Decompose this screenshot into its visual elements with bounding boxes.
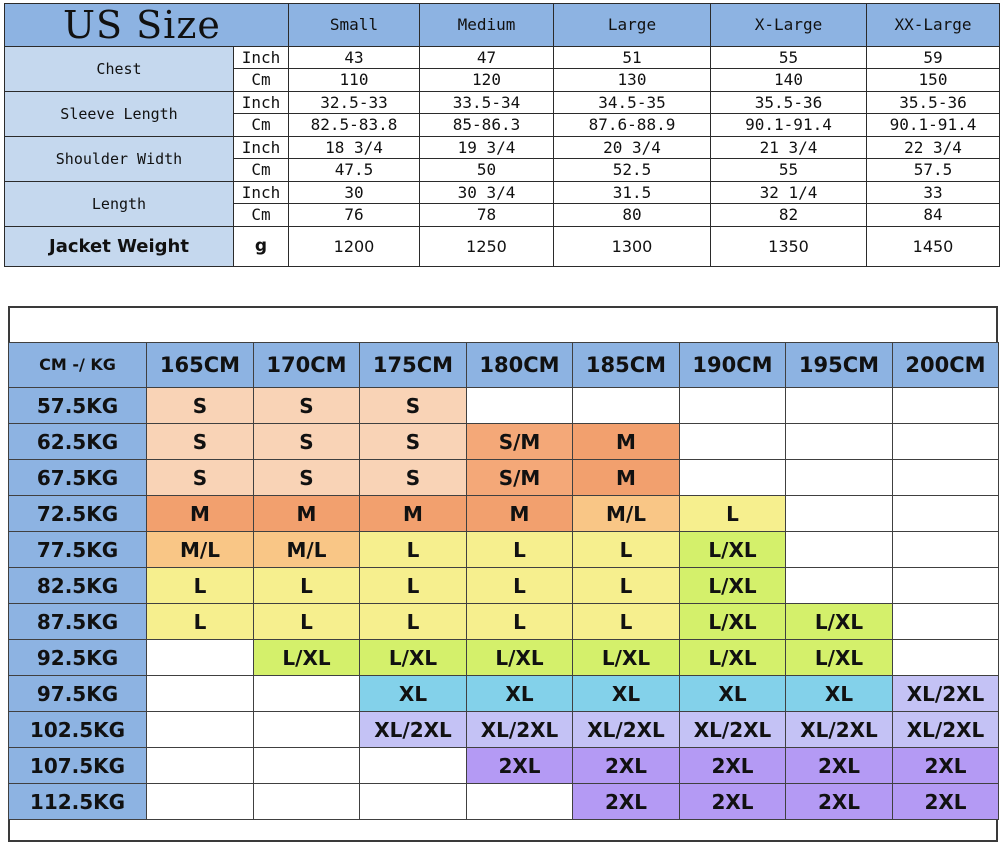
height-header: 190CM — [680, 343, 786, 388]
size-recommendation-cell — [893, 568, 999, 604]
measurement-label: Sleeve Length — [5, 92, 234, 137]
size-recommendation-cell — [786, 388, 893, 424]
measurement-value: 84 — [867, 204, 1000, 227]
weight-label: 102.5KG — [9, 712, 147, 748]
size-recommendation-cell: 2XL — [786, 748, 893, 784]
measurement-value: 87.6-88.9 — [554, 114, 711, 137]
size-recommendation-cell: XL — [360, 676, 467, 712]
size-recommendation-cell: L — [254, 604, 360, 640]
size-header-large: Large — [554, 4, 711, 47]
size-header-xx-large: XX-Large — [867, 4, 1000, 47]
unit-label: g — [234, 227, 289, 267]
measurement-value: 30 3/4 — [420, 182, 554, 204]
size-recommendation-cell: L/XL — [360, 640, 467, 676]
size-recommendation-cell — [147, 748, 254, 784]
measurement-value: 33.5-34 — [420, 92, 554, 114]
measurement-value: 85-86.3 — [420, 114, 554, 137]
chart-row — [9, 676, 999, 712]
size-recommendation-cell: L — [573, 604, 680, 640]
size-recommendation-cell: M — [573, 424, 680, 460]
measurement-value: 33 — [867, 182, 1000, 204]
size-recommendation-cell — [680, 424, 786, 460]
jacket-weight-value: 1350 — [711, 227, 867, 267]
size-recommendation-cell: XL/2XL — [360, 712, 467, 748]
height-header: 170CM — [254, 343, 360, 388]
weight-label: 72.5KG — [9, 496, 147, 532]
size-recommendation-cell: 2XL — [467, 748, 573, 784]
measurement-value: 80 — [554, 204, 711, 227]
size-recommendation-cell: 2XL — [573, 784, 680, 820]
height-header: 200CM — [893, 343, 999, 388]
chart-row — [9, 532, 999, 568]
unit-label: Inch — [234, 137, 289, 159]
size-recommendation-cell: M/L — [254, 532, 360, 568]
unit-label: Inch — [234, 47, 289, 69]
size-table-row — [5, 47, 1000, 69]
size-recommendation-cell: L — [147, 568, 254, 604]
measurement-value: 76 — [289, 204, 420, 227]
size-recommendation-cell — [147, 784, 254, 820]
measurement-value: 140 — [711, 69, 867, 92]
size-table-row — [5, 92, 1000, 114]
size-recommendation-cell: XL/2XL — [680, 712, 786, 748]
size-recommendation-cell — [786, 424, 893, 460]
size-recommendation-cell: S — [147, 424, 254, 460]
size-recommendation-cell: M — [360, 496, 467, 532]
measurement-value: 78 — [420, 204, 554, 227]
size-recommendation-cell: L — [360, 532, 467, 568]
size-recommendation-cell: M/L — [147, 532, 254, 568]
size-recommendation-cell: S — [254, 460, 360, 496]
size-recommendation-cell: 2XL — [573, 748, 680, 784]
size-recommendation-cell: L — [467, 532, 573, 568]
size-recommendation-cell: S — [360, 460, 467, 496]
size-recommendation-cell — [467, 784, 573, 820]
measurement-value: 82 — [711, 204, 867, 227]
measurement-value: 22 3/4 — [867, 137, 1000, 159]
measurement-value: 21 3/4 — [711, 137, 867, 159]
measurement-value: 35.5-36 — [867, 92, 1000, 114]
measurement-value: 35.5-36 — [711, 92, 867, 114]
weight-label: 107.5KG — [9, 748, 147, 784]
size-recommendation-cell: L — [680, 496, 786, 532]
chart-row — [9, 784, 999, 820]
size-recommendation-cell: L/XL — [254, 640, 360, 676]
measurement-value: 51 — [554, 47, 711, 69]
size-recommendation-cell — [254, 748, 360, 784]
height-header: 175CM — [360, 343, 467, 388]
height-header: 165CM — [147, 343, 254, 388]
height-header: 195CM — [786, 343, 893, 388]
size-recommendation-cell: M/L — [573, 496, 680, 532]
chart-row — [9, 424, 999, 460]
size-recommendation-cell — [893, 388, 999, 424]
size-recommendation-cell: L/XL — [786, 640, 893, 676]
size-recommendation-cell — [893, 496, 999, 532]
size-recommendation-cell: L — [254, 568, 360, 604]
size-recommendation-cell: M — [573, 460, 680, 496]
size-recommendation-cell: XL/2XL — [467, 712, 573, 748]
size-recommendation-cell: S — [360, 388, 467, 424]
measurement-value: 20 3/4 — [554, 137, 711, 159]
size-recommendation-cell: L/XL — [680, 532, 786, 568]
size-recommendation-cell: L — [467, 568, 573, 604]
measurement-value: 90.1-91.4 — [711, 114, 867, 137]
size-recommendation-cell: XL — [573, 676, 680, 712]
size-recommendation-cell: 2XL — [893, 748, 999, 784]
size-recommendation-cell — [680, 388, 786, 424]
size-recommendation-cell — [360, 784, 467, 820]
measurement-value: 31.5 — [554, 182, 711, 204]
weight-label: 57.5KG — [9, 388, 147, 424]
size-recommendation-cell — [467, 388, 573, 424]
size-recommendation-cell — [786, 568, 893, 604]
measurement-value: 130 — [554, 69, 711, 92]
height-weight-size-chart — [8, 342, 999, 820]
size-header-x-large: X-Large — [711, 4, 867, 47]
size-recommendation-cell — [147, 712, 254, 748]
measurement-label: Length — [5, 182, 234, 227]
size-recommendation-cell: XL — [680, 676, 786, 712]
weight-label: 92.5KG — [9, 640, 147, 676]
measurement-value: 50 — [420, 159, 554, 182]
size-recommendation-cell — [147, 640, 254, 676]
measurement-value: 32 1/4 — [711, 182, 867, 204]
size-recommendation-cell: XL/2XL — [573, 712, 680, 748]
jacket-weight-label: Jacket Weight — [5, 227, 234, 267]
unit-label: Cm — [234, 114, 289, 137]
chart-row — [9, 604, 999, 640]
chart-row — [9, 496, 999, 532]
jacket-weight-value: 1200 — [289, 227, 420, 267]
unit-label: Cm — [234, 69, 289, 92]
measurement-value: 43 — [289, 47, 420, 69]
size-recommendation-cell: S — [254, 424, 360, 460]
unit-label: Cm — [234, 204, 289, 227]
unit-label: Inch — [234, 182, 289, 204]
size-recommendation-cell: XL/2XL — [893, 676, 999, 712]
size-recommendation-cell: S — [360, 424, 467, 460]
weight-label: 62.5KG — [9, 424, 147, 460]
size-recommendation-cell: S — [254, 388, 360, 424]
size-recommendation-cell: M — [254, 496, 360, 532]
size-recommendation-cell: S/M — [467, 424, 573, 460]
weight-label: 77.5KG — [9, 532, 147, 568]
chart-row — [9, 748, 999, 784]
measurement-value: 82.5-83.8 — [289, 114, 420, 137]
size-table-row — [5, 227, 1000, 267]
chart-corner-label: CM -/ KG — [9, 343, 147, 388]
size-recommendation-cell — [893, 604, 999, 640]
size-recommendation-cell — [893, 460, 999, 496]
size-table-title: US Size — [5, 4, 289, 47]
weight-label: 87.5KG — [9, 604, 147, 640]
measurement-value: 19 3/4 — [420, 137, 554, 159]
measurement-value: 150 — [867, 69, 1000, 92]
measurement-value: 30 — [289, 182, 420, 204]
size-table-row — [5, 137, 1000, 159]
size-recommendation-cell: S — [147, 460, 254, 496]
size-recommendation-cell: L — [360, 568, 467, 604]
size-header-medium: Medium — [420, 4, 554, 47]
weight-label: 67.5KG — [9, 460, 147, 496]
unit-label: Cm — [234, 159, 289, 182]
size-measurement-table — [4, 3, 1000, 267]
size-recommendation-cell: L/XL — [786, 604, 893, 640]
height-header: 185CM — [573, 343, 680, 388]
measurement-label: Shoulder Width — [5, 137, 234, 182]
size-recommendation-cell: L — [147, 604, 254, 640]
size-recommendation-cell: M — [147, 496, 254, 532]
size-recommendation-cell — [680, 460, 786, 496]
measurement-value: 59 — [867, 47, 1000, 69]
size-recommendation-cell: L — [360, 604, 467, 640]
size-table-row — [5, 182, 1000, 204]
jacket-weight-value: 1450 — [867, 227, 1000, 267]
size-recommendation-cell: 2XL — [893, 784, 999, 820]
size-recommendation-cell: 2XL — [786, 784, 893, 820]
chart-row — [9, 712, 999, 748]
measurement-value: 55 — [711, 159, 867, 182]
measurement-value: 110 — [289, 69, 420, 92]
size-recommendation-cell: L/XL — [680, 640, 786, 676]
size-recommendation-cell: XL — [467, 676, 573, 712]
measurement-value: 34.5-35 — [554, 92, 711, 114]
chart-row — [9, 388, 999, 424]
measurement-value: 57.5 — [867, 159, 1000, 182]
size-recommendation-cell: XL/2XL — [893, 712, 999, 748]
size-recommendation-cell — [254, 784, 360, 820]
chart-row — [9, 460, 999, 496]
size-recommendation-cell — [254, 676, 360, 712]
size-recommendation-cell — [786, 496, 893, 532]
size-recommendation-cell — [786, 532, 893, 568]
measurement-value: 32.5-33 — [289, 92, 420, 114]
size-recommendation-cell: XL/2XL — [786, 712, 893, 748]
size-recommendation-cell: XL — [786, 676, 893, 712]
size-recommendation-cell: 2XL — [680, 748, 786, 784]
size-recommendation-cell: L/XL — [467, 640, 573, 676]
measurement-value: 18 3/4 — [289, 137, 420, 159]
measurement-value: 55 — [711, 47, 867, 69]
measurement-value: 47 — [420, 47, 554, 69]
size-recommendation-cell: L/XL — [680, 604, 786, 640]
size-recommendation-cell: S/M — [467, 460, 573, 496]
size-recommendation-cell — [893, 424, 999, 460]
measurement-label: Chest — [5, 47, 234, 92]
size-recommendation-cell — [147, 676, 254, 712]
size-recommendation-cell: M — [467, 496, 573, 532]
weight-label: 82.5KG — [9, 568, 147, 604]
size-recommendation-cell: L/XL — [573, 640, 680, 676]
chart-row — [9, 640, 999, 676]
size-recommendation-cell — [360, 748, 467, 784]
height-header: 180CM — [467, 343, 573, 388]
size-recommendation-cell — [786, 460, 893, 496]
size-recommendation-cell: L — [467, 604, 573, 640]
measurement-value: 52.5 — [554, 159, 711, 182]
size-recommendation-cell: L — [573, 568, 680, 604]
jacket-weight-value: 1250 — [420, 227, 554, 267]
size-recommendation-cell — [893, 532, 999, 568]
measurement-value: 90.1-91.4 — [867, 114, 1000, 137]
size-recommendation-cell: L/XL — [680, 568, 786, 604]
size-recommendation-cell — [573, 388, 680, 424]
size-recommendation-cell: L — [573, 532, 680, 568]
measurement-value: 47.5 — [289, 159, 420, 182]
jacket-weight-value: 1300 — [554, 227, 711, 267]
chart-header-row — [9, 343, 999, 388]
measurement-value: 120 — [420, 69, 554, 92]
size-recommendation-cell — [893, 640, 999, 676]
size-recommendation-cell: S — [147, 388, 254, 424]
size-recommendation-cell: 2XL — [680, 784, 786, 820]
size-header-small: Small — [289, 4, 420, 47]
weight-label: 112.5KG — [9, 784, 147, 820]
weight-label: 97.5KG — [9, 676, 147, 712]
unit-label: Inch — [234, 92, 289, 114]
chart-row — [9, 568, 999, 604]
size-recommendation-cell — [254, 712, 360, 748]
